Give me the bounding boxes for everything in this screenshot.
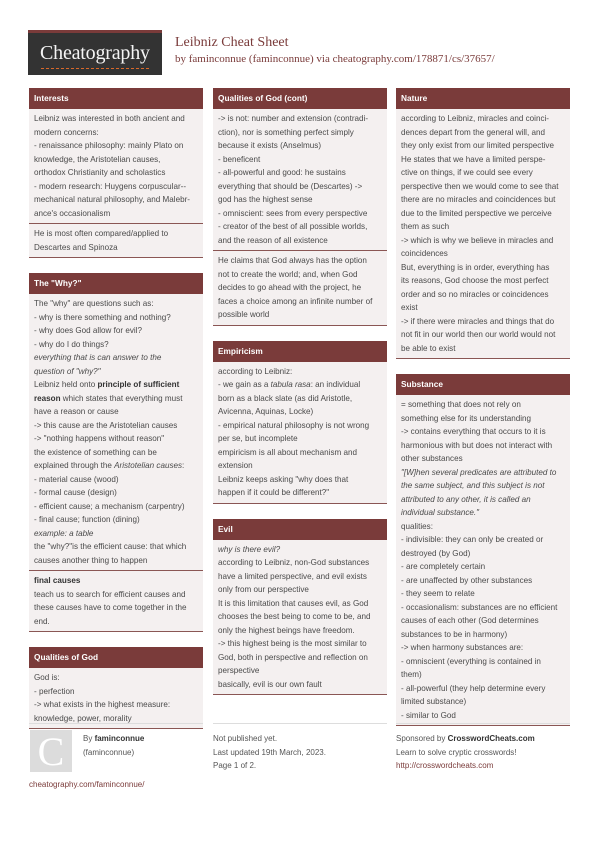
footer-status xyxy=(213,723,387,773)
text-line: not fit in our world then our world would not xyxy=(401,330,556,339)
text-line: - why is there something and nothing? xyxy=(34,312,171,322)
text-line: other substances xyxy=(401,454,463,463)
text-line: - all-powerful and good: he sustains xyxy=(218,168,346,177)
text-line: the existence of something can be xyxy=(34,447,157,457)
text-line: - formal cause (design) xyxy=(34,488,117,497)
publish-status: Not published yet. xyxy=(213,734,278,743)
cell xyxy=(213,540,387,695)
text-line: chooses the best being to come to be, and xyxy=(218,612,371,621)
sheet-title: Leibniz Cheat Sheet xyxy=(175,35,289,50)
text-line: be able to exist xyxy=(401,343,456,353)
text-line: these causes have to come together in the xyxy=(34,603,187,612)
text-line xyxy=(218,378,382,392)
text: Leibniz held onto xyxy=(34,380,98,389)
italic-line: everything that is can answer to the xyxy=(34,353,162,362)
text-line: dences depart from the general will, and xyxy=(401,127,545,137)
text-line: - all-powerful (they help determine every xyxy=(401,683,546,693)
text-line: they only exist from our limited perspective xyxy=(401,141,554,150)
text-line: God, both in perspective and reflection on xyxy=(218,652,368,662)
text-line: have a reason or cause xyxy=(34,407,119,416)
text-line: -> if there were miracles and things that do xyxy=(401,316,555,326)
italic-line: why is there evil? xyxy=(218,544,281,554)
text-line: The "why" are questions such as: xyxy=(34,299,154,308)
text-line: causes of each other (God determines xyxy=(401,616,539,625)
cell xyxy=(213,250,387,325)
text-line: ance's occasionalism xyxy=(34,208,111,218)
text-line: - why does God allow for evil? xyxy=(34,326,142,335)
text-line: something else for its understanding xyxy=(401,413,532,423)
text-line: order and so no miracles or coincidences xyxy=(401,289,549,299)
text-line: due to the limited perspective we perceive xyxy=(401,208,552,218)
sponsor-name[interactable]: CrosswordCheats.com xyxy=(447,734,535,743)
section-body xyxy=(213,109,387,326)
text-line: knowledge, power, morality xyxy=(34,713,132,723)
text-line: - are completely certain xyxy=(401,562,486,571)
quote-line: attributed to any other, it is called an xyxy=(401,494,531,504)
text-line: its reasons, God choose the most perfect xyxy=(401,276,549,285)
quote-line: individual substance." xyxy=(401,508,480,517)
text-line: exist xyxy=(401,303,418,312)
section-body xyxy=(29,109,203,258)
text-line: - beneficent xyxy=(218,154,261,164)
text-line xyxy=(34,378,198,392)
section-evil xyxy=(213,519,387,696)
section-body xyxy=(396,395,570,726)
text-line: = something that does not rely on xyxy=(401,400,521,409)
text-line: He is most often compared/applied to xyxy=(34,229,169,238)
section-title: Interests xyxy=(29,88,203,109)
text-line: - similar to God xyxy=(401,710,456,720)
text-line: them) xyxy=(401,670,422,679)
section-body xyxy=(213,540,387,696)
text-line: - occasionalism: substances are no efficient xyxy=(401,602,558,612)
section-title: The "Why?" xyxy=(29,273,203,294)
text-line: possible world xyxy=(218,310,270,319)
text: : an individual xyxy=(310,380,361,389)
text-line: per se, but incomplete xyxy=(218,434,298,443)
text-line: qualities: xyxy=(401,521,433,531)
section-qualities-of-god xyxy=(29,647,203,729)
text-line: It is this limitation that causes evil, as God xyxy=(218,598,369,608)
title-block xyxy=(175,35,495,66)
section-nature xyxy=(396,88,570,359)
text-line: according to Leibniz, non-God substances xyxy=(218,558,370,567)
text-line: -> which is why we believe in miracles and xyxy=(401,235,554,245)
text-line: -> is not: number and extension (contradi- xyxy=(218,114,369,123)
text-line: - final cause; function (dining) xyxy=(34,515,140,524)
text-line: empiricism is all about mechanism and xyxy=(218,447,357,457)
author-line xyxy=(83,732,144,746)
last-updated: Last updated 19th March, 2023. xyxy=(213,747,326,757)
sponsored-by-label: Sponsored by xyxy=(396,734,448,743)
text-line: - omniscient: sees from every perspective xyxy=(218,208,368,218)
text-line: -> this highest being is the most similar to xyxy=(218,639,367,648)
text-line: and the reason of all existence xyxy=(218,235,328,245)
text-line: knowledge, the Aristotelian causes, xyxy=(34,154,161,164)
text-line: Leibniz was interested in both ancient and xyxy=(34,114,185,123)
text-line: harmonious with but does not interact with xyxy=(401,440,553,450)
cell xyxy=(29,223,203,257)
text-line: destroyed (by God) xyxy=(401,548,471,558)
author-name[interactable]: faminconnue xyxy=(94,734,145,743)
column-2 xyxy=(213,88,387,710)
text-line: -> when harmony substances are: xyxy=(401,643,524,652)
italic-term: Aristotelian causes xyxy=(114,461,183,470)
text-line: extension xyxy=(218,461,253,470)
byline-link[interactable]: by faminconnue (faminconnue) via cheatography.com/178871/cs/37657/ xyxy=(175,53,495,65)
text-line: end. xyxy=(34,616,50,626)
text-line: coincidences xyxy=(401,249,448,258)
author-handle: (faminconnue) xyxy=(83,747,135,757)
text-line: faces a choice among an infinite number of xyxy=(218,296,373,306)
text-line: only the highest beings have freedom. xyxy=(218,625,355,635)
section-body xyxy=(29,668,203,729)
section-interests xyxy=(29,88,203,258)
text-line: there are no miracles and coincidences but xyxy=(401,195,556,204)
text-line: But, everything is in order, everything has xyxy=(401,262,550,272)
text-line: He claims that God always has the option xyxy=(218,256,367,265)
text-line: - they seem to relate xyxy=(401,589,475,598)
text-line: orthodox Christianity and scholastics xyxy=(34,168,166,177)
bold-term: reason xyxy=(34,393,61,403)
text-line: everything that should be (Descartes) -> xyxy=(218,181,363,191)
text-line: the "why?"is the efficient cause: that which xyxy=(34,542,187,551)
cell xyxy=(396,109,570,358)
page-footer xyxy=(29,723,571,803)
quote-line: the same subject, and this subject is not xyxy=(401,481,545,490)
text-line: - why do I do things? xyxy=(34,339,109,349)
text-line: - modern research: Huygens corpuscular-- xyxy=(34,181,187,191)
text-line: - perfection xyxy=(34,686,75,696)
section-body xyxy=(396,109,570,359)
text-line: God is: xyxy=(34,673,60,682)
text-line: He states that we have a limited perspe- xyxy=(401,154,546,164)
text-line: only from our perspective xyxy=(218,585,309,594)
logo-underline xyxy=(41,68,149,69)
text-line: perspective then we would come to see that xyxy=(401,181,559,191)
sponsor-link[interactable]: http://crosswordcheats.com xyxy=(396,761,494,770)
text-line: -> this cause are the Aristotelian causes xyxy=(34,420,178,430)
text-line: mechanical natural philosophy, and Malebr- xyxy=(34,195,190,204)
section-title: Qualities of God (cont) xyxy=(213,88,387,109)
text: - we gain as a xyxy=(218,380,271,389)
text-line: ction), nor is something perfect simply xyxy=(218,127,354,137)
text-line: - empirical natural philosophy is not wrong xyxy=(218,420,370,430)
text-line: limited substance) xyxy=(401,697,467,706)
text-line: - omniscient (everything is contained in xyxy=(401,656,541,666)
text-line: decides to go ahead with the project, he xyxy=(218,283,362,292)
footer-sponsor xyxy=(396,723,570,773)
text-line: because it exists (Anselmus) xyxy=(218,141,322,150)
italic-term: tabula rasa xyxy=(270,380,311,389)
text-line: - efficient cause; a mechanism (carpentry) xyxy=(34,501,185,511)
text-line: teach us to search for efficient causes and xyxy=(34,589,186,599)
text-line: not to create the world; and, when God xyxy=(218,269,358,279)
cell xyxy=(29,109,203,223)
column-1 xyxy=(29,88,203,744)
section-title: Substance xyxy=(396,374,570,395)
page-header xyxy=(28,30,572,75)
by-label: By xyxy=(83,734,95,743)
cheatography-logo[interactable] xyxy=(28,30,162,75)
text-line: modern concerns: xyxy=(34,127,99,137)
text-line: according to Leibniz: xyxy=(218,366,293,376)
text-line: - are unaffected by other substances xyxy=(401,575,533,585)
bold-line: final causes xyxy=(34,576,81,585)
quote-line: "[W]hen several predicates are attributed to xyxy=(401,467,557,477)
section-title: Empiricism xyxy=(213,341,387,362)
logo-text: Cheatography xyxy=(40,42,150,64)
footer-author xyxy=(29,723,203,789)
section-title: Nature xyxy=(396,88,570,109)
text-line: - renaissance philosophy: mainly Plato on xyxy=(34,141,184,150)
text-line: ctive on things, if we could see every xyxy=(401,168,533,177)
section-title: Evil xyxy=(213,519,387,540)
text-line: - creator of the best of all possible worlds, xyxy=(218,222,368,231)
text: which states that everything must xyxy=(62,393,183,403)
author-block xyxy=(83,732,144,759)
section-title: Qualities of God xyxy=(29,647,203,668)
text: : xyxy=(182,461,185,470)
text-line: according to Leibniz, miracles and coinci- xyxy=(401,114,550,123)
section-body xyxy=(213,362,387,504)
text-line: - material cause (wood) xyxy=(34,474,119,484)
text-line: - indivisible: they can only be created or xyxy=(401,535,544,544)
column-3 xyxy=(396,88,570,741)
text: explained through the xyxy=(34,461,115,470)
cell xyxy=(396,395,570,725)
cell xyxy=(29,570,203,631)
avatar[interactable]: C xyxy=(30,730,72,772)
text-line: Leibniz keeps asking "why does that xyxy=(218,474,349,484)
cell xyxy=(29,668,203,728)
text-line: happen if it could be different?" xyxy=(218,488,330,497)
text-line: substances to be in harmony) xyxy=(401,629,508,639)
cell xyxy=(213,109,387,250)
text-line: Descartes and Spinoza xyxy=(34,242,118,252)
section-substance xyxy=(396,374,570,726)
text-line: causes another thing to happen xyxy=(34,555,148,565)
section-empiricism xyxy=(213,341,387,504)
text-line: -> what exists in the highest measure: xyxy=(34,700,171,709)
text-line: Avicenna, Aquinas, Locke) xyxy=(218,407,314,416)
italic-line: example: a table xyxy=(34,528,94,538)
text-line: born as a black slate (as did Aristotle, xyxy=(218,393,353,403)
section-body xyxy=(29,294,203,632)
text-line xyxy=(34,459,198,473)
sponsor-line xyxy=(396,732,570,746)
text-line: -> "nothing happens without reason" xyxy=(34,434,165,443)
text-line: -> contains everything that occurs to it is xyxy=(401,427,546,436)
author-profile-link[interactable]: cheatography.com/faminconnue/ xyxy=(29,780,145,789)
cell xyxy=(29,294,203,570)
page-number: Page 1 of 2. xyxy=(213,761,257,770)
section-qualities-of-god-cont xyxy=(213,88,387,326)
text-line: them as such xyxy=(401,222,450,231)
sponsor-tagline: Learn to solve cryptic crosswords! xyxy=(396,747,517,757)
text-line: god has the highest sense xyxy=(218,195,313,204)
text-line: basically, evil is our own fault xyxy=(218,679,322,689)
text-line xyxy=(34,392,198,406)
text-line: perspective xyxy=(218,666,260,675)
cell xyxy=(213,362,387,503)
bold-term: principle of sufficient xyxy=(97,380,180,389)
italic-line: question of "why?" xyxy=(34,366,101,376)
text-line: have a limited perspective, and evil exists xyxy=(218,571,367,581)
section-why xyxy=(29,273,203,632)
